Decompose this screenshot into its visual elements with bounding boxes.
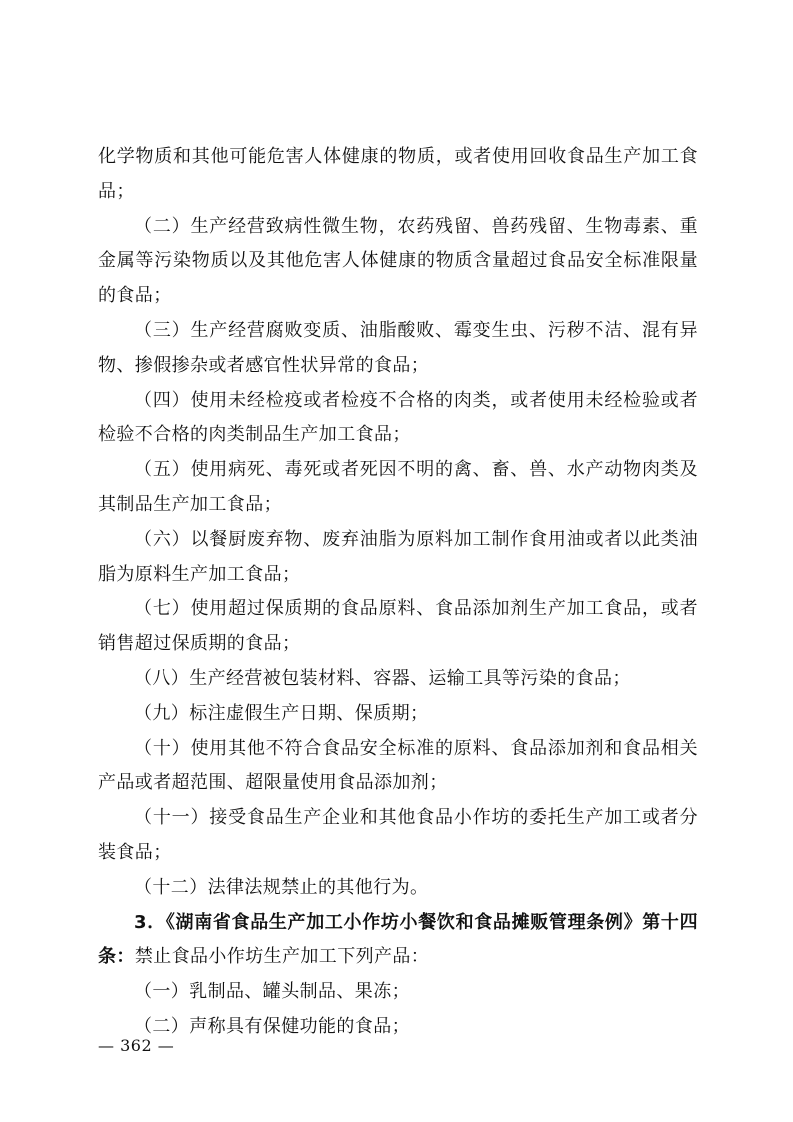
paragraph-item-9: （九）标注虚假生产日期、保质期； [134,702,429,724]
page-number: — 362 — [98,1036,175,1055]
paragraph-item-2: （二）生产经营致病性微生物，农药残留、兽药残留、生物毒素、重金属等污染物质以及其他危害人体健康的物质含量超过食品安全标准限量的食品； [98,215,698,307]
article-body: 禁止食品小作坊生产加工下列产品： [134,946,430,968]
paragraph-item-3: （三）生产经营腐败变质、油脂酸败、霉变生虫、污秽不洁、混有异物、掺假掺杂或者感官性状异常的食品； [98,319,698,376]
paragraph-item-8: （八）生产经营被包装材料、容器、运输工具等污染的食品； [134,667,631,689]
document-body [98,140,698,1045]
paragraph-item-5: （五）使用病死、毒死或者死因不明的禽、畜、兽、水产动物肉类及其制品生产加工食品； [98,459,698,515]
paragraph-item-12: （十二）法律法规禁止的其他行为。 [134,876,429,898]
paragraph-item-7: （七）使用超过保质期的食品原料、食品添加剂生产加工食品，或者销售超过保质期的食品； [98,598,698,655]
article-heading: 3．《湖南省食品生产加工小作坊小餐饮和食品摊贩管理条例》第十四条： [98,911,698,968]
article-item-2: （二）声称具有保健功能的食品； [134,1015,410,1037]
paragraph-item-4: （四）使用未经检疫或者检疫不合格的肉类，或者使用未经检验或者检验不合格的肉类制品生产加工食品； [98,389,698,446]
article-paragraph [98,906,698,976]
paragraph-continued: 化学物质和其他可能危害人体健康的物质，或者使用回收食品生产加工食品； [98,146,698,202]
paragraph-item-11: （十一）接受食品生产企业和其他食品小作坊的委托生产加工或者分装食品； [98,807,698,863]
paragraph-item-10: （十）使用其他不符合食品安全标准的原料、食品添加剂和食品相关产品或者超范围、超限量使用食品添加剂； [98,737,698,794]
paragraph-item-6: （六）以餐厨废弃物、废弃油脂为原料加工制作食用油或者以此类油脂为原料生产加工食品； [98,528,698,585]
article-item-1: （一）乳制品、罐头制品、果冻； [134,981,410,1003]
